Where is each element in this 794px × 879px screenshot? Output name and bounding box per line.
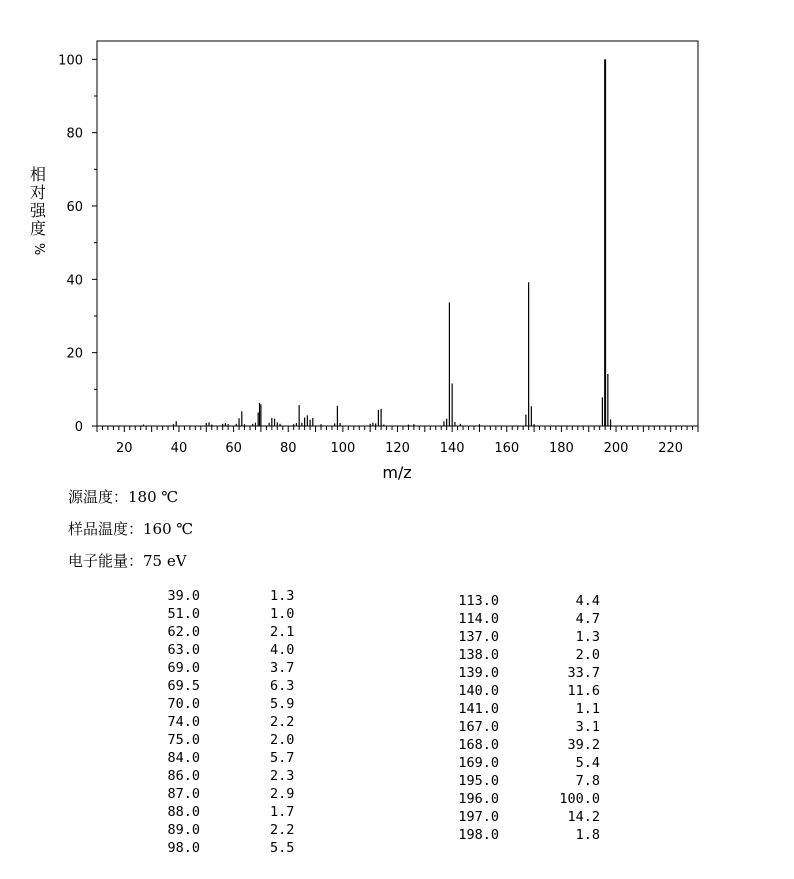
peak-table-row	[160, 749, 310, 767]
peak-intensity: 4.0	[270, 642, 295, 658]
peak-table-row	[160, 677, 310, 695]
peak-intensity: 5.9	[270, 696, 295, 712]
peak-mz: 74.0	[167, 714, 200, 730]
peak-table-row	[450, 628, 600, 646]
y-tick-label: 20	[66, 346, 83, 362]
peak-intensity: 5.5	[270, 840, 295, 856]
x-tick-label: 40	[170, 441, 188, 456]
peak-intensity: 1.8	[575, 827, 600, 843]
y-axis-label-char: 相	[29, 165, 46, 184]
peak-mz: 84.0	[167, 750, 200, 766]
peak-table-row	[450, 754, 600, 772]
condition-value: 75 eV	[143, 552, 187, 570]
peak-table-row	[160, 713, 310, 731]
peak-mz: 39.0	[167, 588, 200, 604]
peak-intensity: 1.3	[270, 588, 295, 604]
peak-intensity: 1.0	[270, 606, 295, 622]
peak-intensity: 14.2	[567, 809, 600, 825]
peak-table-row	[160, 695, 310, 713]
peak-table-row	[450, 610, 600, 628]
condition-value: 180 ℃	[128, 488, 179, 506]
peak-table-row	[450, 826, 600, 844]
condition-label: 源温度：	[68, 488, 129, 506]
peak-intensity: 7.8	[575, 773, 600, 789]
peak-intensity: 11.6	[567, 683, 600, 699]
peak-mz: 69.0	[167, 660, 200, 676]
peak-mz: 141.0	[458, 701, 499, 717]
peak-mz: 62.0	[167, 624, 200, 640]
peak-table-row	[450, 700, 600, 718]
peak-intensity: 2.2	[270, 822, 295, 838]
peak-table-row	[160, 623, 310, 641]
peak-intensity: 2.0	[270, 732, 295, 748]
peak-table-row	[160, 839, 310, 857]
peak-intensity: 3.7	[270, 660, 295, 676]
peak-table-row	[450, 808, 600, 826]
peak-table-row	[450, 664, 600, 682]
electron-energy	[68, 550, 187, 571]
peak-table-row	[160, 731, 310, 749]
peak-mz: 86.0	[167, 768, 200, 784]
peak-intensity: 2.9	[270, 786, 295, 802]
peak-table-row	[160, 659, 310, 677]
peak-mz: 138.0	[458, 647, 499, 663]
peak-table-left	[160, 587, 310, 857]
peak-mz: 88.0	[167, 804, 200, 820]
y-tick-label: 40	[66, 273, 83, 289]
x-tick-label: 100	[330, 441, 356, 456]
peak-table-row	[160, 803, 310, 821]
y-axis-label-char: 度	[29, 219, 46, 238]
x-tick-label: 140	[439, 441, 465, 456]
x-tick-label: 160	[494, 441, 520, 456]
peak-intensity: 1.1	[575, 701, 600, 717]
peak-intensity: 3.1	[575, 719, 600, 735]
x-axis	[97, 426, 698, 456]
peak-intensity: 1.7	[270, 804, 295, 820]
sample-temperature	[68, 518, 193, 539]
peak-intensity: 2.1	[270, 624, 295, 640]
x-tick-label: 20	[116, 441, 133, 456]
peak-mz: 140.0	[458, 683, 499, 699]
peak-table-row	[450, 790, 600, 808]
peak-mz: 169.0	[458, 755, 499, 771]
peak-mz: 89.0	[167, 822, 200, 838]
peak-intensity: 5.7	[270, 750, 295, 766]
peak-intensity: 6.3	[270, 678, 295, 694]
peak-table-row	[450, 718, 600, 736]
y-axis-unit: %	[31, 242, 46, 256]
peak-mz: 196.0	[458, 791, 499, 807]
condition-value: 160 ℃	[143, 520, 194, 538]
peak-intensity: 100.0	[559, 791, 600, 807]
peak-intensity: 1.3	[575, 629, 600, 645]
peak-table-right	[450, 592, 600, 844]
condition-label: 样品温度：	[68, 520, 144, 538]
peak-table-row	[450, 646, 600, 664]
peak-table-row	[450, 682, 600, 700]
x-tick-label: 200	[603, 441, 629, 456]
peak-intensity: 2.2	[270, 714, 295, 730]
condition-label: 电子能量：	[68, 552, 144, 570]
peak-intensity: 33.7	[567, 665, 600, 681]
peak-mz: 113.0	[458, 593, 499, 609]
peak-table-row	[160, 785, 310, 803]
peak-table-row	[160, 767, 310, 785]
peak-table-row	[160, 821, 310, 839]
peak-mz: 198.0	[458, 827, 499, 843]
peak-mz: 63.0	[167, 642, 200, 658]
x-tick-label: 120	[385, 441, 410, 456]
peak-mz: 70.0	[167, 696, 200, 712]
peak-intensity: 4.4	[575, 593, 600, 609]
y-tick-label: 100	[58, 53, 83, 69]
peak-mz: 69.5	[167, 678, 200, 694]
peak-table-row	[450, 772, 600, 790]
peak-mz: 167.0	[458, 719, 499, 735]
plot-frame	[97, 41, 698, 426]
x-axis-label: m/z	[382, 463, 412, 482]
peak-intensity: 2.3	[270, 768, 295, 784]
y-axis	[58, 53, 97, 435]
source-temperature	[68, 486, 178, 507]
peak-mz: 98.0	[167, 840, 200, 856]
peak-table-row	[160, 587, 310, 605]
peak-mz: 195.0	[458, 773, 499, 789]
peak-mz: 75.0	[167, 732, 200, 748]
peak-intensity: 39.2	[567, 737, 600, 753]
peak-mz: 51.0	[167, 606, 200, 622]
peak-mz: 87.0	[167, 786, 200, 802]
y-axis-label-char: 强	[29, 201, 46, 220]
x-tick-label: 60	[225, 441, 242, 456]
peak-intensity: 5.4	[575, 755, 600, 771]
y-tick-label: 60	[66, 200, 83, 215]
x-tick-label: 220	[658, 441, 684, 456]
x-tick-label: 180	[548, 441, 574, 456]
peak-table-row	[160, 641, 310, 659]
peak-mz: 114.0	[458, 611, 499, 627]
peak-intensity: 2.0	[575, 647, 600, 663]
peak-mz: 139.0	[458, 665, 499, 681]
x-tick-label: 80	[279, 441, 297, 456]
peak-table-row	[450, 592, 600, 610]
peak-bars	[143, 59, 610, 426]
peak-mz: 168.0	[458, 737, 499, 753]
peak-mz: 137.0	[458, 629, 499, 645]
y-axis-label-char: 对	[29, 183, 46, 202]
y-tick-label: 80	[66, 126, 83, 142]
peak-table-row	[160, 605, 310, 623]
peak-intensity: 4.7	[575, 611, 600, 627]
peak-mz: 197.0	[458, 809, 499, 825]
y-tick-label: 0	[74, 420, 83, 435]
y-axis-label	[26, 166, 50, 258]
peak-table-row	[450, 736, 600, 754]
